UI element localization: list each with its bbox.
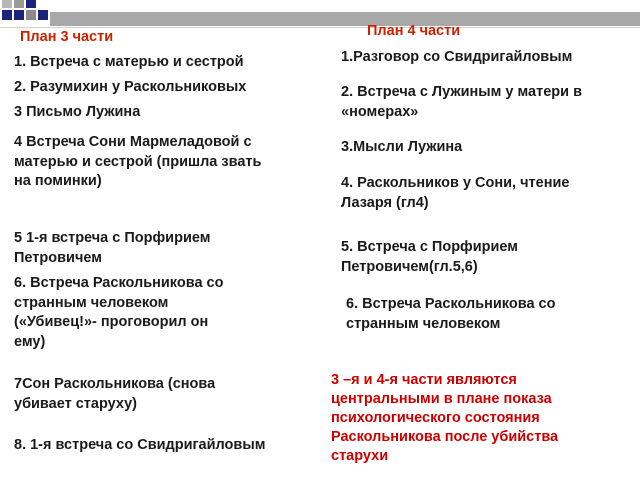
decor-bar — [50, 12, 640, 26]
decor-square — [2, 0, 12, 8]
right-plan-item-4: 4. Раскольников у Сони, чтение Лазаря (гл4) — [341, 175, 570, 211]
decor-line — [0, 27, 640, 28]
left-plan-item-4: 4 Встреча Сони Мармеладовой с матерью и сестрой (пришла звать на поминки) — [14, 134, 262, 189]
left-plan-item-1: 1. Встреча с матерью и сестрой — [14, 54, 244, 70]
decor-square — [14, 0, 24, 8]
right-plan-item-3: 3.Мысли Лужина — [341, 139, 463, 155]
decor-square — [2, 10, 12, 20]
left-plan-item-2: 2. Разумихин у Раскольниковых — [14, 79, 247, 95]
right-plan-item-2: 2. Встреча с Лужиным у матери в «номерах» — [341, 84, 582, 120]
conclusion-note: 3 –я и 4-я части являются центральными в плане показа психологического состояния Раскольникова после убийства старухи — [331, 372, 559, 464]
left-plan-title: План 3 части — [20, 29, 114, 45]
right-plan-item-1: 1.Разговор со Свидригайловым — [341, 49, 573, 65]
left-plan-item-8: 8. 1-я встреча со Свидригайловым — [14, 437, 266, 453]
left-plan-item-7: 7Сон Раскольникова (снова убивает старуху) — [14, 376, 216, 412]
left-plan-item-5: 5 1-я встреча с Порфирием Петровичем — [14, 230, 211, 266]
right-plan-title: План 4 части — [367, 23, 461, 39]
right-plan-item-6: 6. Встреча Раскольникова со странным человеком — [346, 296, 556, 332]
decor-square — [26, 0, 36, 8]
decor-square — [38, 10, 48, 20]
left-plan-item-3: 3 Письмо Лужина — [14, 104, 141, 120]
decor-square — [26, 10, 36, 20]
right-plan-item-5: 5. Встреча с Порфирием Петровичем(гл.5,6) — [341, 239, 519, 275]
decor-square — [14, 10, 24, 20]
left-plan-item-6: 6. Встреча Раскольникова со странным человеком («Убивец!»- проговорил он ему) — [14, 275, 224, 350]
header-decoration — [0, 0, 640, 28]
